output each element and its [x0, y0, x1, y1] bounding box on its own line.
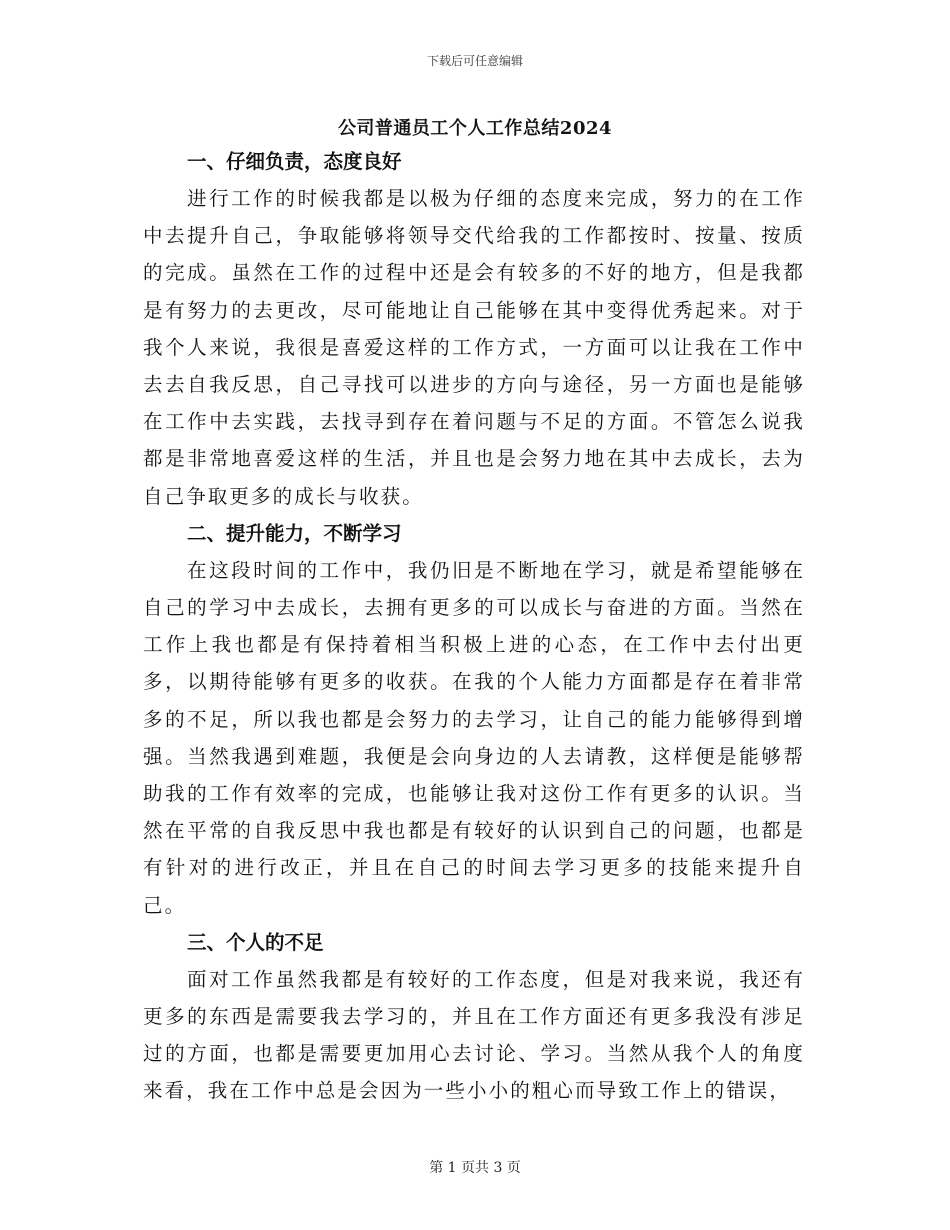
section-paragraph-3: 面对工作虽然我都是有较好的工作态度，但是对我来说，我还有更多的东西是需要我去学习的，并且在工作方面还有更多我没有涉足过的方面，也都是需要更加用心去讨论、学习。当然从我个人的角度来看，我在工作中总是会因为一些小小的粗心而导致工作上的错误， [143, 967, 805, 1103]
page-footer: 第 1 页共 3 页 [429, 1160, 521, 1176]
document-body [143, 143, 805, 1110]
section-heading-3: 三、个人的不足 [187, 930, 324, 954]
section-heading-1: 一、仔细负责，态度良好 [187, 150, 402, 173]
section-paragraph-1: 进行工作的时候我都是以极为仔细的态度来完成，努力的在工作中去提升自己，争取能够将领导交代给我的工作都按时、按量、按质的完成。虽然在工作的过程中还是会有较多的不好的地方，但是我都是有努力的去更改，尽可能地让自己能够在其中变得优秀起来。对于我个人来说，我很是喜爱这样的工作方式，一方面可以让我在工作中去去自我反思，自己寻找可以进步的方向与途径，另一方面也是能够在工作中去实践，去找寻到存在着问题与不足的方面。不管怎么说我都是非常地喜爱这样的生活，并且也是会努力地在其中去成长，去为自己争取更多的成长与收获。 [143, 187, 805, 508]
section-paragraph-2: 在这段时间的工作中，我仍旧是不断地在学习，就是希望能够在自己的学习中去成长，去拥有更多的可以成长与奋进的方面。当然在工作上我也都是有保持着相当积极上进的心态，在工作中去付出更多，以期待能够有更多的收获。在我的个人能力方面都是存在着非常多的不足，所以我也都是会努力的去学习，让自己的能力能够得到增强。当然我遇到难题，我便是会向身边的人去请教，这样便是能够帮助我的工作有效率的完成，也能够让我对这份工作有更多的认识。当然在平常的自我反思中我也都是有较好的认识到自己的问题，也都是有针对的进行改正，并且在自己的时间去学习更多的技能来提升自己。 [143, 558, 805, 917]
page-header-note: 下载后可任意编辑 [426, 54, 523, 68]
section-heading-2: 二、提升能力，不断学习 [187, 521, 402, 545]
document-title: 公司普通员工个人工作总结2024 [337, 118, 613, 139]
